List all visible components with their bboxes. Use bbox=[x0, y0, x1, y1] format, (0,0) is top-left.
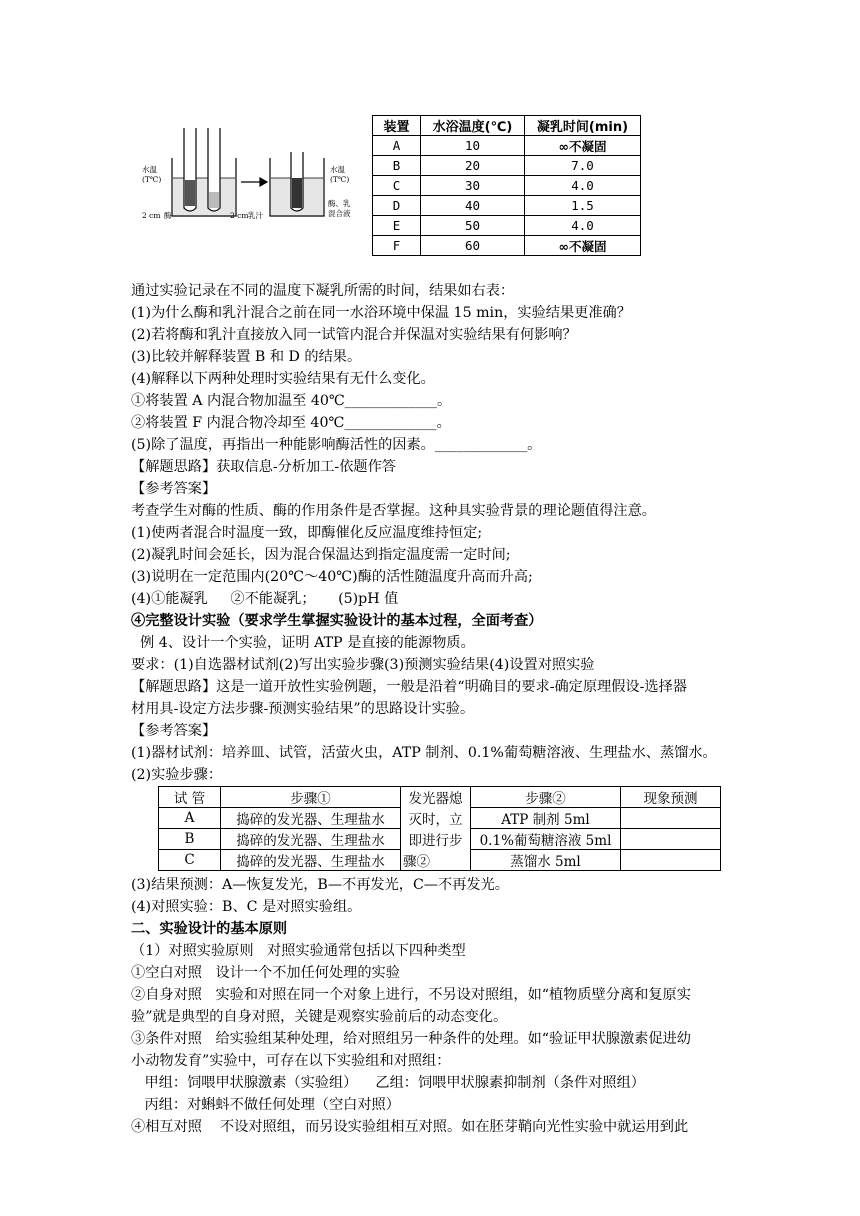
label-water-right: 水温 bbox=[330, 165, 345, 174]
text-line: (1)为什么酶和乳汁混合之前在同一水浴环境中保温 15 min，实验结果更准确？ bbox=[131, 305, 631, 321]
table-cell: ATP 制剂 5ml bbox=[471, 808, 621, 829]
table-header: 发光器熄 bbox=[401, 787, 471, 808]
table-cell: 捣碎的发光器、生理盐水 bbox=[221, 808, 401, 829]
text-line: 甲组：饲喂甲状腺激素（实验组） 乙组：饲喂甲状腺素抑制剂（条件对照组） bbox=[131, 1075, 645, 1091]
table-cell: 50 bbox=[421, 216, 525, 236]
text-line: ④相互对照 不设对照组，而另设实验组相互对照。如在胚芽鞘向光性实验中就运用到此 bbox=[131, 1119, 689, 1135]
text-line: （1）对照实验原则 对照实验通常包括以下四种类型 bbox=[131, 943, 466, 959]
text-line: 验”就是典型的自身对照，关键是观察实验前后的动态变化。 bbox=[131, 1009, 508, 1025]
temperature-table bbox=[372, 115, 641, 256]
table-cell: 捣碎的发光器、生理盐水 bbox=[221, 850, 401, 871]
text-line: ①空白对照 设计一个不加任何处理的实验 bbox=[131, 965, 400, 981]
table-row bbox=[373, 236, 641, 256]
label-milk-a: 2 cm bbox=[230, 211, 249, 220]
text-line: (3)说明在一定范围内(20℃～40℃)酶的活性随温度升高而升高; bbox=[131, 569, 533, 585]
table-cell: 捣碎的发光器、生理盐水 bbox=[221, 829, 401, 850]
arrow-icon bbox=[241, 178, 267, 186]
table-header: 凝乳时间(min) bbox=[525, 116, 641, 136]
text-line: ③条件对照 给实验组某种处理，给对照组另一种条件的处理。如“验证甲状腺激素促进幼 bbox=[131, 1031, 691, 1047]
section-heading: ④完整设计实验（要求学生掌握实验设计的基本过程，全面考查） bbox=[131, 613, 543, 629]
text-line: 丙组：对蝌蚪不做任何处理（空白对照） bbox=[131, 1097, 400, 1113]
label-mix-2: 混合液 bbox=[328, 209, 351, 218]
table-cell: C bbox=[373, 176, 421, 196]
table-cell: 灭时，立 bbox=[401, 808, 471, 829]
table-cell: 4.0 bbox=[525, 176, 641, 196]
text-line: 考查学生对酶的性质、酶的作用条件是否掌握。这种具实验背景的理论题值得注意。 bbox=[131, 503, 656, 519]
label-water-left: 水温 bbox=[142, 165, 157, 174]
text-line: (3)结果预测：A—恢复发光，B—不再发光，C—不再发光。 bbox=[131, 877, 509, 893]
steps-table bbox=[158, 786, 721, 871]
text-line: (5)除了温度，再指出一种能影响酶活性的因素。_____________。 bbox=[131, 437, 542, 453]
table-cell: 0.1%葡萄糖溶液 5ml bbox=[471, 829, 621, 850]
text-line: (4)①能凝乳 ②不能凝乳； (5)pH 值 bbox=[131, 591, 399, 607]
table-header: 装置 bbox=[373, 116, 421, 136]
table-row bbox=[159, 850, 721, 871]
text-line: 【解题思路】这是一道开放性实验例题，一般是沿着“明确目的要求-确定原理假设-选择器 bbox=[131, 679, 687, 695]
table-cell: D bbox=[373, 196, 421, 216]
text-line: 通过实验记录在不同的温度下凝乳所需的时间，结果如右表： bbox=[131, 283, 515, 299]
table-cell: A bbox=[159, 808, 221, 829]
table-row bbox=[373, 196, 641, 216]
table-cell: 蒸馏水 5ml bbox=[471, 850, 621, 871]
table-cell: F bbox=[373, 236, 421, 256]
table-header: 步骤① bbox=[221, 787, 401, 808]
table-header: 现象预测 bbox=[621, 787, 721, 808]
table-row bbox=[373, 216, 641, 236]
table-cell bbox=[621, 829, 721, 850]
table-header-row bbox=[159, 787, 721, 808]
left-beaker bbox=[172, 128, 236, 216]
table-cell bbox=[621, 808, 721, 829]
table-row bbox=[373, 136, 641, 156]
text-line: 【解题思路】获取信息-分析加工-依题作答 bbox=[131, 459, 396, 475]
table-header-row bbox=[373, 116, 641, 136]
table-cell: ∞不凝固 bbox=[525, 236, 641, 256]
label-temp-left: (T℃) bbox=[142, 175, 162, 184]
table-header: 水浴温度(℃) bbox=[421, 116, 525, 136]
table-cell: 20 bbox=[421, 156, 525, 176]
table-cell: 4.0 bbox=[525, 216, 641, 236]
table-cell: C bbox=[159, 850, 221, 871]
text-line: 小动物发育”实验中，可存在以下实验组和对照组： bbox=[131, 1053, 451, 1069]
section-heading: 二、实验设计的基本原则 bbox=[131, 921, 288, 937]
table-cell bbox=[621, 850, 721, 871]
table-row bbox=[159, 829, 721, 850]
text-line: 【参考答案】 bbox=[131, 481, 217, 497]
table-cell: 骤② bbox=[401, 850, 471, 871]
table-cell: 40 bbox=[421, 196, 525, 216]
table-cell: 即进行步 bbox=[401, 829, 471, 850]
table-cell: ∞不凝固 bbox=[525, 136, 641, 156]
text-line: (2)凝乳时间会延长，因为混合保温达到指定温度需一定时间; bbox=[131, 547, 511, 563]
text-line: (2)若将酶和乳汁直接放入同一试管内混合并保温对实验结果有何影响？ bbox=[131, 327, 577, 343]
text-line: (1)使两者混合时温度一致，即酶催化反应温度维持恒定; bbox=[131, 525, 483, 541]
text-line: (4)对照实验：B、C 是对照实验组。 bbox=[131, 899, 362, 915]
table-header: 试 管 bbox=[159, 787, 221, 808]
text-line: (1)器材试剂：培养皿、试管，活萤火虫，ATP 制剂、0.1%葡萄糖溶液、生理盐水、蒸馏水。 bbox=[131, 745, 717, 761]
table-cell: 30 bbox=[421, 176, 525, 196]
table-cell: E bbox=[373, 216, 421, 236]
label-enzyme-b: 酶 bbox=[164, 211, 172, 220]
text-line: ②自身对照 实验和对照在同一个对象上进行，不另设对照组，如“植物质壁分离和复原实 bbox=[131, 987, 691, 1003]
text-line: (4)解释以下两种处理时实验结果有无什么变化。 bbox=[131, 371, 435, 387]
label-temp-right: (T℃) bbox=[330, 175, 350, 184]
table-header: 步骤② bbox=[471, 787, 621, 808]
label-milk-b: 乳汁 bbox=[248, 211, 263, 220]
table-cell: 60 bbox=[421, 236, 525, 256]
table-row bbox=[373, 176, 641, 196]
text-line: ②将装置 F 内混合物冷却至 40℃_____________。 bbox=[131, 415, 451, 431]
table-cell: 1.5 bbox=[525, 196, 641, 216]
text-line: 要求：(1)自选器材试剂(2)写出实验步骤(3)预测实验结果(4)设置对照实验 bbox=[131, 657, 595, 673]
text-line: 例 4、设计一个实验，证明 ATP 是直接的能源物质。 bbox=[131, 635, 475, 651]
table-row bbox=[159, 808, 721, 829]
experiment-figure bbox=[140, 122, 360, 220]
table-cell: B bbox=[373, 156, 421, 176]
table-cell: A bbox=[373, 136, 421, 156]
table-cell: B bbox=[159, 829, 221, 850]
table-cell: 10 bbox=[421, 136, 525, 156]
text-line: 【参考答案】 bbox=[131, 723, 217, 739]
text-line: 材用具-设定方法步骤-预测实验结果”的思路设计实验。 bbox=[131, 701, 475, 717]
table-row bbox=[373, 156, 641, 176]
text-line: (3)比较并解释装置 B 和 D 的结果。 bbox=[131, 349, 362, 365]
right-beaker bbox=[270, 152, 324, 216]
label-enzyme-a: 2 cm bbox=[142, 211, 161, 220]
label-mix-1: 酶、乳 bbox=[328, 199, 351, 208]
text-line: (2)实验步骤： bbox=[131, 767, 223, 783]
text-line: ①将装置 A 内混合物加温至 40℃_____________。 bbox=[131, 393, 452, 409]
table-cell: 7.0 bbox=[525, 156, 641, 176]
